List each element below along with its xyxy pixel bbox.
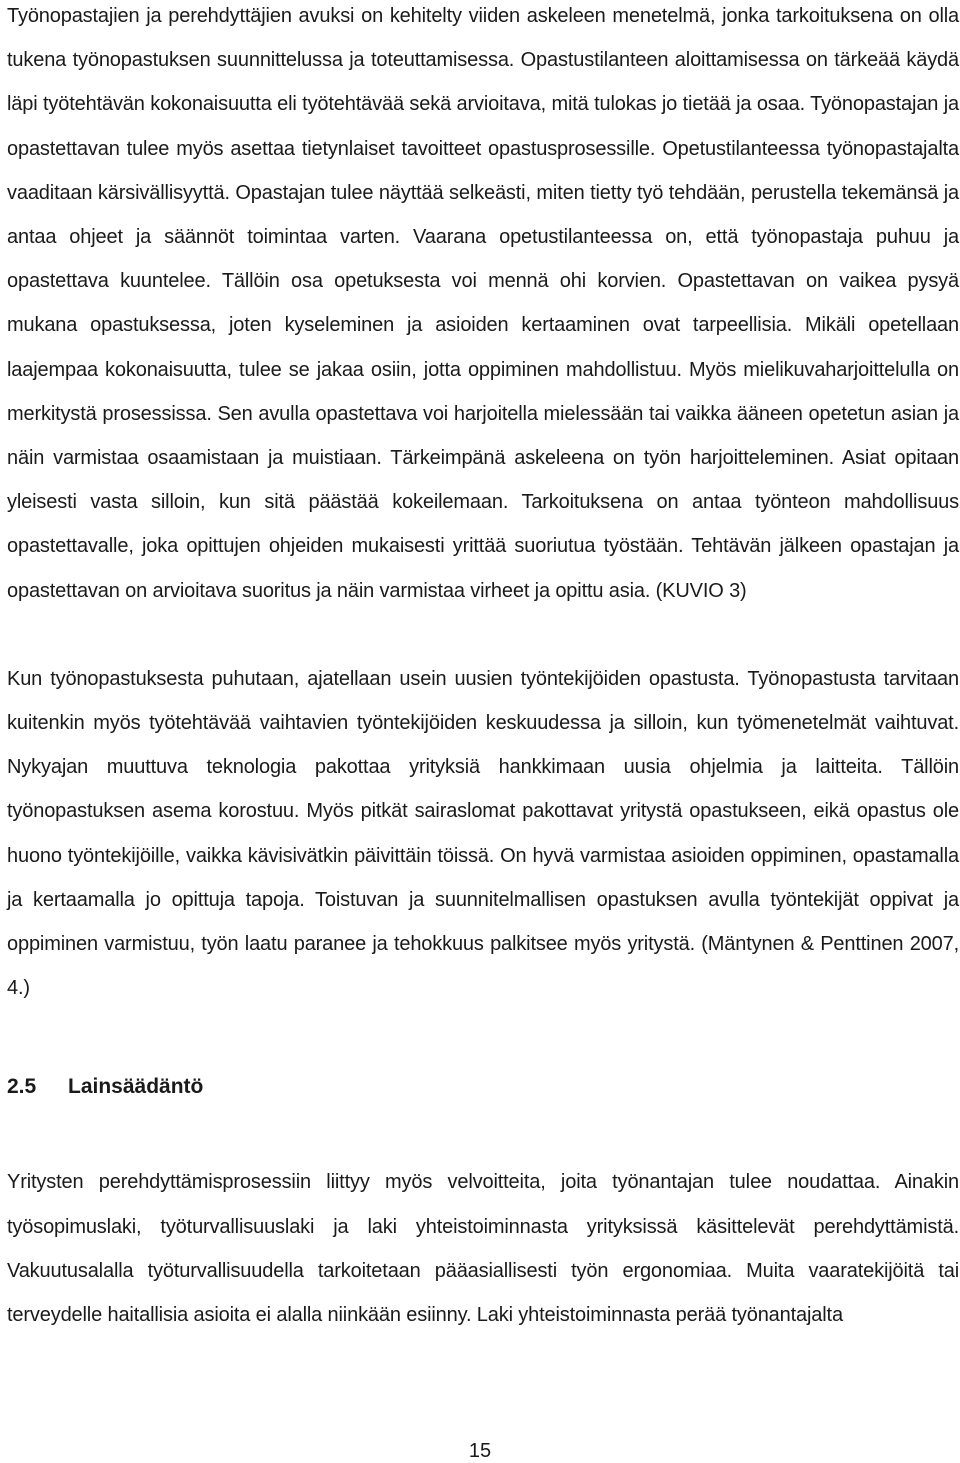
section-heading [7,1067,959,1107]
document-page [7,0,959,1337]
body-paragraph-1: Työnopastajien ja perehdyttäjien avuksi on kehitelty viiden askeleen menetelmä, jonka tarkoituksena on olla tukena työnopastuksen suunnittelussa ja toteuttamisessa. Opastustilanteen aloittamisessa on tärkeää käydä läpi työtehtävän kokonaisuutta eli työtehtävää sekä arvioitava, mitä tulokas jo tietää ja osaa. Työnopastajan ja opastettavan tulee myös asettaa tietynlaiset tavoitteet opastusprosessille. Opetustilanteessa työnopastajalta vaaditaan kärsivällisyyttä. Opastajan tulee näyttää selkeästi, miten tietty työ tehdään, perustella tekemänsä ja antaa ohjeet ja säännöt toimintaa varten. Vaarana opetustilanteessa on, että työnopastaja puhuu ja opastettava kuuntelee. Tällöin osa opetuksesta voi mennä ohi korvien. Opastettavan on vaikea pysyä mukana opastuksessa, joten kyseleminen ja asioiden kertaaminen ovat tarpeellisia. Mikäli opetellaan laajempaa kokonaisuutta, tulee se jakaa osiin, jotta oppiminen mahdollistuu. Myös mielikuvaharjoittelulla on merkitystä prosessissa. Sen avulla opastettava voi harjoitella mielessään tai vaikka ääneen opetetun asian ja näin varmistaa osaamistaan ja muistiaan. Tärkeimpänä askeleena on työn harjoitteleminen. Asiat opitaan yleisesti vasta silloin, kun sitä päästää kokeilemaan. Tarkoituksena on antaa työnteon mahdollisuus opastettavalle, joka opittujen ohjeiden mukaisesti yrittää suoriutua työstään. Tehtävän jälkeen opastajan ja opastettavan on arvioitava suoritus ja näin varmistaa virheet ja opittu asia. (KUVIO 3) [7,5,959,602]
section-title: Lainsäädäntö [68,1075,204,1099]
body-paragraph-2: Kun työnopastuksesta puhutaan, ajatellaan usein uusien työntekijöiden opastusta. Työnopastusta tarvitaan kuitenkin myös työtehtävää vaihtavien työntekijöiden keskuudessa ja silloin, kun työmenetelmät vaihtuvat. Nykyajan muuttuva teknologia pakottaa yrityksiä hankkimaan uusia ohjelmia ja laitteita. Tällöin työnopastuksen asema korostuu. Myös pitkät sairaslomat pakottavat yritystä opastukseen, eikä opastus ole huono työntekijöille, vaikka kävisivätkin päivittäin töissä. On hyvä varmistaa asioiden oppiminen, opastamalla ja kertaamalla jo opittuja tapoja. Toistuvan ja suunnitelmallisen opastuksen avulla työntekijät oppivat ja oppiminen varmistuu, työn laatu paranee ja tehokkuus palkitsee myös yritystä. (Mäntynen & Penttinen 2007, 4.) [7,667,959,1000]
body-paragraph-3: Yritysten perehdyttämisprosessiin liittyy myös velvoitteita, joita työnantajan tulee noudattaa. Ainakin työsopimuslaki, työturvallisuuslaki ja laki yhteistoiminnasta yrityksissä käsittelevät perehdyttämistä. Vakuutusalalla työturvallisuudella tarkoitetaan pääasiallisesti työn ergonomiaa. Muita vaaratekijöitä tai terveydelle haitallisia asioita ei alalla niinkään esiinny. Laki yhteistoiminnasta perää työnantajalta [7,1171,959,1327]
page-number: 15 [468,1440,492,1462]
section-number: 2.5 [7,1075,37,1099]
